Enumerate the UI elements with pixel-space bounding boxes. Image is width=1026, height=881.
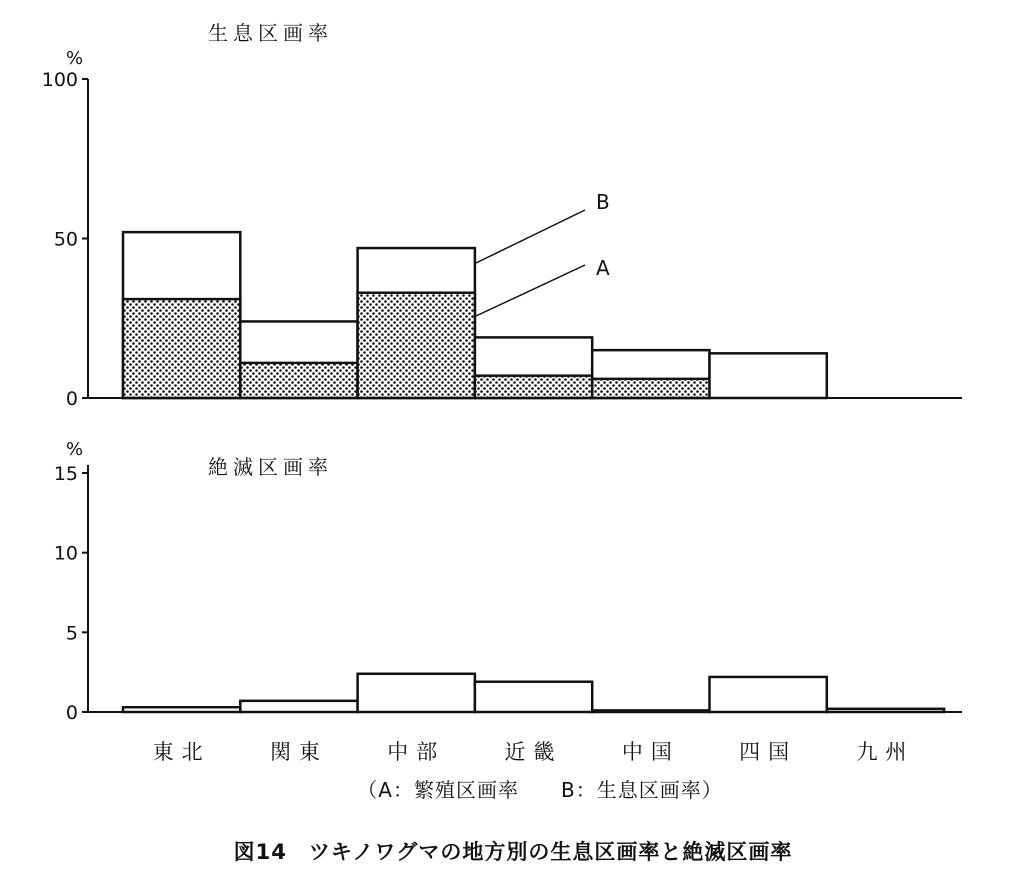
x-tick-label: 中国 [621,740,680,764]
x-tick-label: 中部 [387,740,446,764]
x-tick-label: 関東 [269,740,328,764]
bottom-y-tick-label: 5 [65,622,78,645]
x-tick-label: 東北 [152,740,211,764]
bottom-y-unit: % [66,439,84,460]
top-y-tick-label: 50 [53,228,78,251]
x-tick-label: 近畿 [504,740,563,764]
extinction-bar-2 [358,674,475,712]
bar-a-4 [592,379,709,398]
x-tick-label: 九州 [856,740,915,764]
top-chart-title: 生息区画率 [208,21,333,45]
annotation-label-a: A [596,256,610,280]
top-y-unit: % [66,48,84,69]
top-bars [123,232,827,398]
x-tick-label: 四国 [739,740,798,764]
top-annotations [476,190,610,316]
extinction-rate-chart [54,439,962,764]
bottom-y-tick-label: 10 [53,542,78,565]
habitat-rate-chart [42,21,962,410]
annotation-leader-b [476,210,585,263]
bar-a-2 [358,293,475,398]
annotation-label-b: B [596,190,610,214]
extinction-bar-5 [710,677,827,712]
annotation-leader-a [476,265,585,316]
bottom-chart-title: 絶滅区画率 [208,455,333,479]
bottom-axes [88,465,962,712]
extinction-bar-6 [827,709,944,712]
extinction-bar-1 [240,701,357,712]
bar-b-5 [710,353,827,398]
extinction-bar-0 [123,707,240,712]
bottom-bars [123,674,944,712]
bar-a-3 [475,376,592,398]
extinction-bar-4 [592,710,709,712]
bottom-y-ticks [54,463,88,724]
bottom-y-tick-label: 15 [53,463,78,485]
bar-a-1 [240,363,357,398]
top-y-tick-label: 0 [65,388,78,410]
figure-caption: 図14 ツキノワグマの地方別の生息区画率と絶滅区画率 [233,840,793,864]
x-tick-labels [153,740,915,764]
legend-footnote: （A：繁殖区画率 B：生息区画率） [357,778,723,802]
bar-a-0 [123,299,240,398]
bottom-y-tick-label: 0 [65,702,78,724]
extinction-bar-3 [475,682,592,712]
top-y-ticks [42,69,88,410]
top-y-tick-label: 100 [41,69,78,91]
